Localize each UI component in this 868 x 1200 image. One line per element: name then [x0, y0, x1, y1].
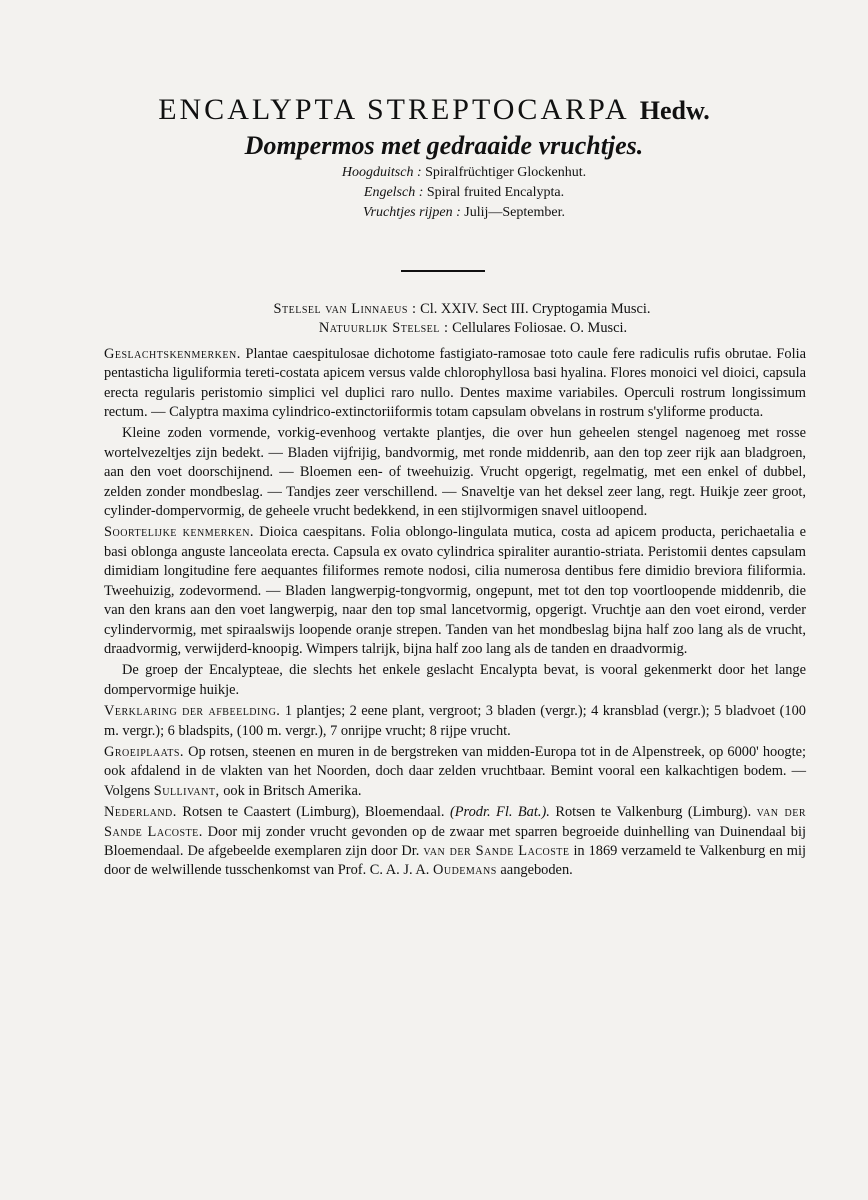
- german-name: Spiralfrüchtiger Glockenhut.: [425, 165, 587, 180]
- natural-value: Cellulares Foliosae. O. Musci.: [452, 320, 628, 337]
- scientific-name: ENCALYPTA STREPTOCARPA: [158, 93, 630, 126]
- prodromus-reference: (Prodr. Fl. Bat.).: [449, 804, 550, 821]
- professor-name: Oudemans: [432, 862, 497, 879]
- figures-text: 1 plantjes; 2 eene plant, vergroot; 3 bladen (vergr.); 4 kransblad (vergr.); 5 bladvoet (100 m. vergr.); 6 bladspits, (100 m. vergr.), 7 onrijpe vrucht; 8 rijpe vrucht.: [104, 703, 807, 739]
- species-title: [0, 92, 868, 129]
- group-paragraph: De groep der Encalypteae, die slechts het enkele geslacht Encalypta bevat, is vooral gekenmerkt door het lange dompervormige huikje.: [104, 662, 806, 698]
- habitat-tail: ook in Britsch Amerika.: [223, 782, 362, 799]
- collector-name-1: van der Sande Lacoste.: [104, 804, 806, 840]
- habitat-heading: Groeiplaats.: [104, 743, 184, 760]
- genus-latin-text: Plantae caespitulosae dichotome fastigiato-ramosae toto caule fere radiculis rufis obrutae. Folia pentasticha liguliformia tereti-costata apicem versus valde chlorophyllosa basi hyalina. Flores monoici vel dioici, capsula erecta regularis peristomio simplici vel duplici raro nullo. Dentes maxime variabiles. Operculi rostrum longissimum rectum. — Calyptra maxima cylindrico-extinctoriiformis totam capsulam obvelans in rostrum s'yliforme producta.: [104, 345, 806, 421]
- natural-system-line: [140, 319, 806, 338]
- netherlands-heading: Nederland.: [104, 804, 177, 821]
- description-body: [104, 300, 806, 883]
- netherlands-text-4: in 1869 verzameld te Valkenburg en mij door de welwillende tusschenkomst van Prof. C. A. J. A.: [104, 842, 806, 879]
- german-label: Hoogduitsch :: [341, 165, 422, 180]
- species-heading: Soortelijke kenmerken.: [104, 524, 255, 541]
- netherlands-text-2: Rotsen te Valkenburg (Limburg).: [555, 804, 752, 821]
- habitat-text: Op rotsen, steenen en muren in de bergstreken van midden-Europa tot in de Alpenstreek, op 6000' hoogte; ook afdalend in de vlakten van het Noorden, doch daar zelden vruchtbaar. Bemint vooral een kalkachtigen bodem. — Volgens: [104, 743, 806, 799]
- linnaeus-label: Stelsel van Linnaeus :: [273, 301, 417, 317]
- separator-rule: [401, 270, 485, 272]
- netherlands-text-1: Rotsen te Caastert (Limburg), Bloemendaal.: [182, 804, 445, 821]
- linnaeus-system-line: [118, 300, 806, 319]
- linnaeus-value: Cl. XXIV. Sect III. Cryptogamia Musci.: [420, 301, 651, 317]
- ripening-period: Julij—September.: [464, 205, 565, 220]
- habitat-person: Sullivant,: [153, 782, 220, 799]
- genus-characters-paragraph: [104, 345, 806, 423]
- netherlands-text-3: Door mij zonder vrucht gevonden op de zwaar met sparren begroeide duinhelling van Duinendaal bij Bloemendaal. De afgebeelde exemplaren zijn door Dr.: [104, 823, 806, 859]
- english-name: Spiral fruited Encalypta.: [426, 185, 565, 200]
- habitat-paragraph: [104, 743, 806, 801]
- page-header: [0, 92, 868, 223]
- english-name-line: [60, 183, 868, 203]
- genus-dutch-paragraph: Kleine zoden vormende, vorkig-evenhoog vertakte plantjes, die over hun geheelen stengel nagenoeg met rosse wortelvezeltjes zijn bedekt. — Bladen vijfrijig, bandvormig, met ronde middenrib, aan den top zeer rijk aan bladgroen, aan den voet doorschijnend. — Bloemen een- of tweehuizig. Vrucht opgerigt, regelmatig, met een enkel of dubbel, zelden zonder mondbeslag. — Tandjes zeer verschillend. — Snaveltje van het deksel zeer lang, regt. Huikje zeer groot, cylinder-dompervormig, de geheele vrucht bedekkend, in een stijlvormigen snavel uitloopend.: [104, 425, 806, 520]
- german-name-line: [60, 163, 868, 183]
- netherlands-text-5: aangeboden.: [500, 862, 573, 879]
- collector-name-2: van der Sande Lacoste: [423, 842, 570, 859]
- genus-heading: Geslachtskenmerken.: [104, 345, 241, 362]
- ripening-label: Vruchtjes rijpen :: [363, 205, 461, 220]
- natural-label: Natuurlijk Stelsel :: [318, 320, 449, 337]
- author-abbreviation: Hedw.: [639, 96, 710, 125]
- netherlands-paragraph: [104, 803, 806, 881]
- dutch-name: Dompermos met gedraaide vruchtjes.: [244, 131, 644, 160]
- figures-heading: Verklaring der afbeelding.: [104, 703, 281, 720]
- english-label: Engelsch :: [363, 185, 424, 200]
- ripening-line: [60, 203, 868, 223]
- figure-explanation-paragraph: [104, 702, 806, 741]
- species-text: Dioica caespitans. Folia oblongo-lingulata mutica, costa ad apicem producta, perichaetalia e basi oblonga anguste lanceolata erecta. Capsula ex ovato cylindrica spiraliter aurantio-striata. Peristomii dentes capsulam dimidiam longitudine fere aequantes filiformes remote nodosi, cilia numerosa dentibus fere dimidio breviora filiformia. Tweehuizig, zodevormend. — Bladen langwerpig-tongvormig, ongepunt, met tot den top voortloopende middenrib, die van den krans aan den voet langwerpig, naar den top smal lancetvormig, opgerigt. Vruchtje aan den voet eirond, verder cylindervormig, met spiraalswijs loopende oranje strepen. Tanden van het mondbeslag bijna half zoo lang als de vrucht, draadvormig, verwijderd-knoopig. Wimpers talrijk, bijna half zoo lang als de tanden en draadvormig.: [104, 524, 806, 657]
- species-characters-paragraph: [104, 523, 806, 659]
